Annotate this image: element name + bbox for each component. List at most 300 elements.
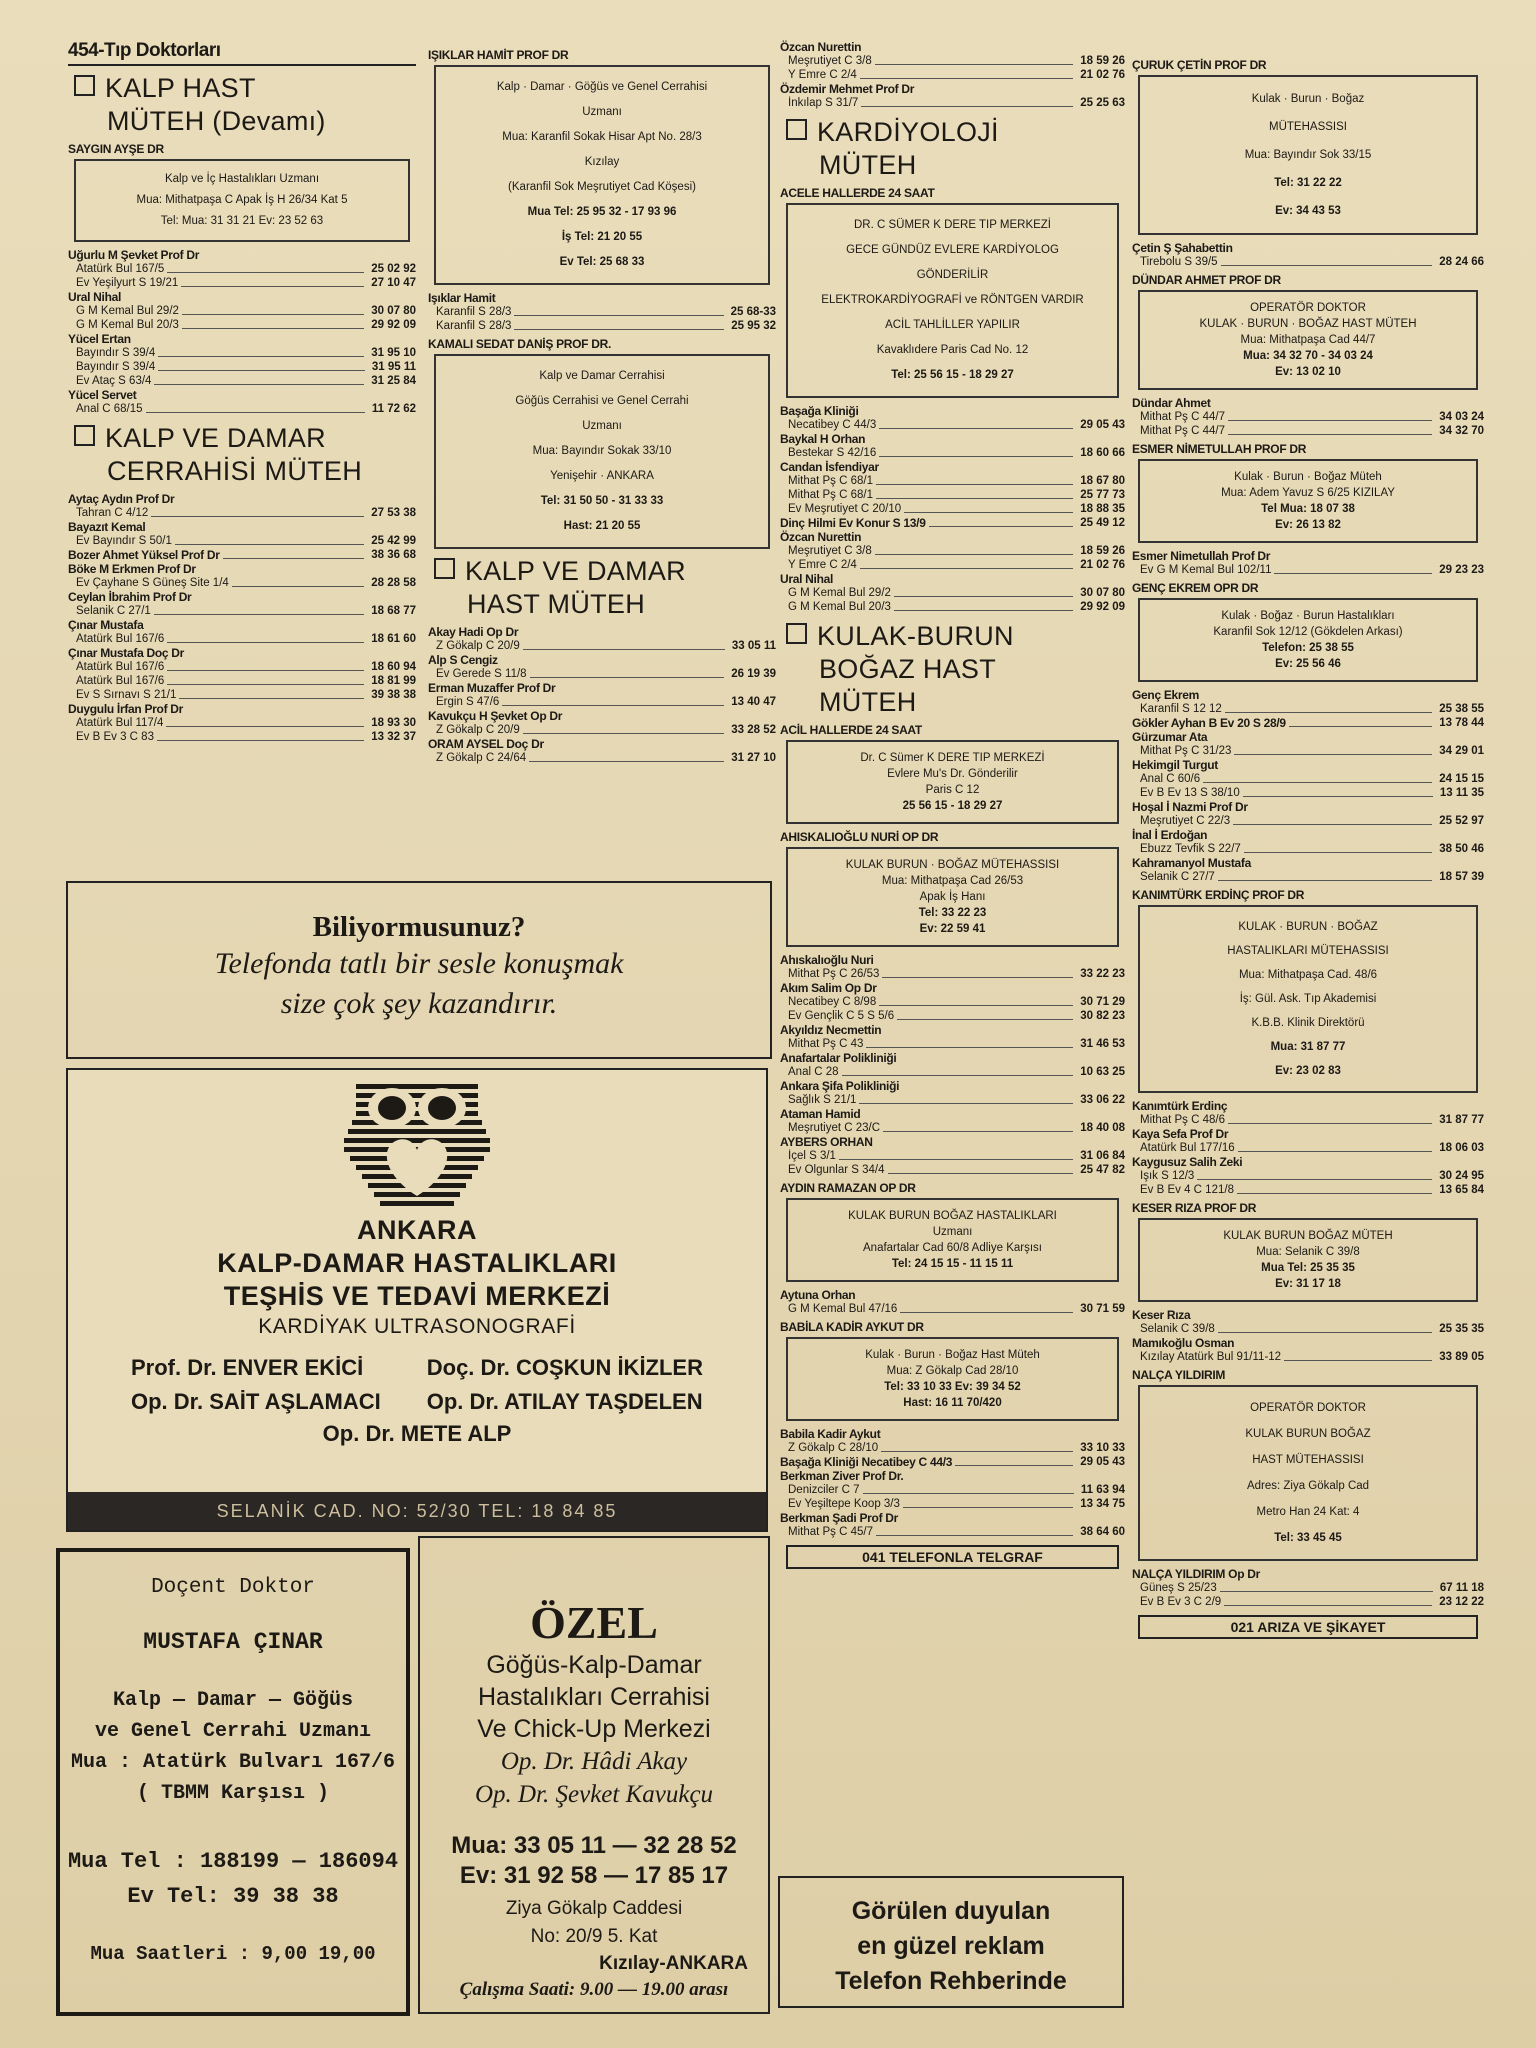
listing-name: Özcan Nurettin — [780, 530, 862, 544]
ad-box-line: Mua: Bayındır Sokak 33/10 — [532, 445, 672, 457]
phone-number: 18 68 77 — [371, 605, 416, 617]
ad-box-line: Mua: 34 32 70 - 34 03 24 — [1243, 350, 1373, 362]
leader-line — [861, 106, 1073, 107]
ad-box-line: Yenişehir · ANKARA — [550, 470, 654, 482]
address-text: Ev G M Kemal Bul 102/11 — [1140, 564, 1272, 576]
listing-name: Akyıldız Necmettin — [780, 1023, 882, 1037]
listing-name: Erman Muzaffer Prof Dr — [428, 681, 556, 695]
ad-line: Ve Chick-Up Merkezi — [477, 1715, 711, 1743]
ad-box-line: ELEKTROKARDİYOGRAFİ ve RÖNTGEN VARDIR — [821, 294, 1084, 306]
listing-address — [780, 96, 1125, 110]
ad-box-line: Göğüs Cerrahisi ve Genel Cerrahi — [515, 395, 689, 407]
phone-number: 24 15 15 — [1439, 773, 1484, 785]
listing-address — [1132, 1113, 1484, 1127]
listing-address — [780, 1302, 1125, 1316]
telegraph-bar: 041 TELEFONLA TELGRAF — [786, 1545, 1119, 1569]
listing-name: Berkman Şadi Prof Dr — [780, 1511, 899, 1525]
checkbox-icon — [786, 119, 807, 140]
listing-address — [780, 600, 1125, 614]
leader-line — [523, 649, 725, 650]
leader-line — [881, 1451, 1073, 1452]
phone-number: 34 29 01 — [1439, 745, 1484, 757]
ad-line: Görülen duyulan — [851, 1897, 1051, 1925]
listing-name-text: Bozer Ahmet Yüksel Prof Dr — [68, 548, 220, 562]
leader-line — [1233, 824, 1432, 825]
ad-line: Mua : Atatürk Bulvarı 167/6 — [70, 1751, 396, 1774]
listing-name — [780, 1455, 1125, 1469]
listing-name: NALÇA YILDIRIM Op Dr — [1132, 1567, 1260, 1581]
phone-number: 25 77 73 — [1080, 489, 1125, 501]
listing-name: Keser Rıza — [1132, 1308, 1191, 1322]
listing-name: Çınar Mustafa Doç Dr — [68, 646, 185, 660]
ad-heading: ÇURUK ÇETİN PROF DR — [1132, 58, 1267, 72]
listing-name: Özdemir Mehmet Prof Dr — [780, 82, 915, 96]
phone-number: 18 57 39 — [1439, 871, 1484, 883]
listing-address — [1132, 1350, 1484, 1364]
section-title: BOĞAZ HAST — [819, 654, 997, 684]
phone-number: 18 40 08 — [1080, 1122, 1125, 1134]
phone-number: 28 24 66 — [1439, 256, 1484, 268]
phone-number: 18 59 26 — [1080, 55, 1125, 67]
phone-number: 29 92 09 — [371, 319, 416, 331]
doctor-name: Op. Dr. SAİT AŞLAMACI — [131, 1389, 381, 1414]
listing-ad-box — [74, 159, 410, 242]
listing-name: Kahramanyol Mustafa — [1132, 856, 1251, 870]
listing-name: Ataman Hamid — [780, 1107, 861, 1121]
ad-footer-address: SELANİK CAD. NO: 52/30 TEL: 18 84 85 — [68, 1492, 766, 1530]
leader-line — [175, 544, 364, 545]
listing-address — [780, 558, 1125, 572]
listing-address — [780, 418, 1125, 432]
checkbox-icon — [74, 75, 95, 96]
address-text: Tirebolu S 39/5 — [1140, 256, 1218, 268]
ad-box-line: Ev: 23 02 83 — [1275, 1065, 1341, 1077]
leader-line — [157, 740, 364, 741]
listing-block — [1132, 1567, 1484, 1609]
address-text: Atatürk Bul 167/5 — [76, 263, 165, 275]
listing-name: Alp S Cengiz — [428, 653, 498, 667]
listing-name: Yücel Servet — [68, 388, 137, 402]
phone-number: 29 92 09 — [1080, 601, 1125, 613]
leader-line — [955, 1465, 1073, 1466]
listing-name: Ural Nihal — [68, 290, 122, 304]
listing-address — [428, 667, 776, 681]
doctor-name: Op. Dr. METE ALP — [322, 1421, 512, 1446]
ad-box-line: HASTALIKLARI MÜTEHASSISI — [1227, 945, 1389, 957]
listing-name — [68, 548, 416, 562]
ad-box-line: Kalp · Damar · Göğüs ve Genel Cerrahisi — [496, 81, 708, 93]
leader-line — [866, 1047, 1073, 1048]
ad-line: ve Genel Cerrahi Uzmanı — [94, 1720, 372, 1743]
leader-line — [154, 384, 364, 385]
phone-number: 33 10 33 — [1080, 1442, 1125, 1454]
listing-address — [68, 534, 416, 548]
ad-address: Ziya Gökalp Caddesi — [505, 1898, 683, 1919]
listing-address — [780, 502, 1125, 516]
ad-hours: Çalışma Saati: 9.00 — 19.00 arası — [459, 1979, 729, 2000]
section-title: KALP VE DAMAR — [465, 556, 686, 586]
address-text: Mithat Pş C 68/1 — [788, 489, 874, 501]
ad-box-line: KULAK · BURUN · BOĞAZ — [1238, 921, 1378, 933]
address-text: Denizciler C 7 — [788, 1484, 860, 1496]
column-3 — [780, 40, 1125, 1569]
phone-number: 18 67 80 — [1080, 475, 1125, 487]
leader-line — [1203, 782, 1432, 783]
listing-name-text: Başağa Kliniği Necatibey C 44/3 — [780, 1455, 953, 1469]
address-text: Mithat Pş C 45/7 — [788, 1526, 874, 1538]
doctor-name: Doç. Dr. COŞKUN İKİZLER — [426, 1355, 703, 1380]
listing-ad-box — [1138, 290, 1478, 390]
leader-line — [1234, 754, 1432, 755]
leader-line — [502, 705, 724, 706]
ad-box-line: Ev: 25 56 46 — [1275, 658, 1341, 670]
listing-address — [780, 995, 1125, 1009]
ad-title: Biliyormusunuz? — [312, 911, 526, 943]
address-text: Necatibey C 44/3 — [788, 419, 877, 431]
doctor-name: Op. Dr. Hâdi Akay — [500, 1748, 688, 1775]
phone-number: 25 25 63 — [1080, 97, 1125, 109]
listing-name: Baykal H Orhan — [780, 432, 866, 446]
listing-address — [428, 305, 776, 319]
phone-number: 25 95 32 — [731, 320, 776, 332]
leader-line — [875, 554, 1074, 555]
phone-number: 34 32 70 — [1439, 425, 1484, 437]
listing-block — [780, 1427, 1125, 1539]
listing-address — [68, 716, 416, 730]
phone-number: 21 02 76 — [1080, 69, 1125, 81]
address-text: Ev Meşrutiyet C 20/10 — [788, 503, 902, 515]
ad-heading: ESMER NİMETULLAH PROF DR — [1132, 442, 1307, 456]
leader-line — [514, 329, 724, 330]
leader-line — [1243, 796, 1433, 797]
ad-box-line: (Karanfil Sok Meşrutiyet Cad Köşesi) — [508, 181, 696, 193]
ad-name: MUSTAFA ÇINAR — [143, 1629, 323, 1655]
listing-name: Ankara Şifa Polikliniği — [780, 1079, 900, 1093]
ad-heading: SAYGIN AYŞE DR — [68, 142, 164, 156]
listing-ad-box — [786, 1198, 1119, 1282]
listing-address — [1132, 1183, 1484, 1197]
address-text: Mithat Pş C 44/7 — [1140, 425, 1226, 437]
address-text: Meşrutiyet C 3/8 — [788, 55, 872, 67]
listing-address — [1132, 814, 1484, 828]
leader-line — [876, 498, 1073, 499]
listing-name: Anafartalar Polikliniği — [780, 1051, 897, 1065]
phone-number: 27 10 47 — [371, 277, 416, 289]
ad-heading: NALÇA YILDIRIM — [1132, 1368, 1226, 1382]
ad-line: size çok şey kazandırır. — [280, 987, 558, 1020]
listing-address — [780, 446, 1125, 460]
address-text: Anal C 60/6 — [1140, 773, 1201, 785]
phone-number: 29 23 23 — [1439, 564, 1484, 576]
ad-box-line: KULAK BURUN BOĞAZ — [1245, 1428, 1371, 1440]
leader-line — [839, 1159, 1073, 1160]
ad-box-line: Hast: 16 11 70/420 — [903, 1397, 1002, 1409]
listing-block — [1132, 688, 1484, 884]
listing-name: Böke M Erkmen Prof Dr — [68, 562, 196, 576]
ad-box-line: Karanfil Sok 12/12 (Gökdelen Arkası) — [1213, 626, 1403, 638]
ad-heading: AYDIN RAMAZAN OP DR — [780, 1181, 916, 1195]
section-title: KARDİYOLOJİ — [817, 117, 999, 147]
phone-number: 13 11 35 — [1439, 787, 1484, 799]
leader-line — [1220, 1591, 1433, 1592]
listing-name: Aytaç Aydın Prof Dr — [68, 492, 175, 506]
phone-number: 38 64 60 — [1080, 1526, 1125, 1538]
listing-block — [780, 40, 1125, 110]
address-text: Karanfil S 12 12 — [1140, 703, 1222, 715]
listing-name: Akay Hadi Op Dr — [428, 625, 519, 639]
section-title: HAST MÜTEH — [467, 589, 646, 619]
address-text: Bayındır S 39/4 — [76, 347, 156, 359]
phone-number: 18 59 26 — [1080, 545, 1125, 557]
listing-block — [68, 248, 416, 416]
ad-box-line: OPERATÖR DOKTOR — [1250, 302, 1366, 314]
ad-box-line: Anafartalar Cad 60/8 Adliye Karşısı — [863, 1242, 1042, 1254]
listing-address — [68, 318, 416, 332]
address-text: Karanfil S 28/3 — [436, 306, 512, 318]
phone-number: 18 60 66 — [1080, 447, 1125, 459]
listing-address — [780, 68, 1125, 82]
ad-box-line: Tel: Mua: 31 31 21 Ev: 23 52 63 — [160, 215, 324, 227]
phone-number: 34 03 24 — [1439, 411, 1484, 423]
listing-ad-box — [1138, 905, 1478, 1093]
ad-box-line: Kızılay — [584, 156, 620, 168]
section-title: CERRAHİSİ MÜTEH — [107, 456, 363, 486]
ad-box-line: Uzmanı — [582, 420, 622, 432]
listing-address — [780, 1149, 1125, 1163]
leader-line — [1218, 880, 1432, 881]
listing-block — [1132, 1308, 1484, 1364]
address-text: Necatibey C 8/98 — [788, 996, 877, 1008]
ad-box-line: Mua: Z Gökalp Cad 28/10 — [886, 1365, 1019, 1377]
listing-name: Duygulu İrfan Prof Dr — [68, 702, 184, 716]
leader-line — [904, 512, 1073, 513]
leader-line — [158, 356, 364, 357]
phone-number: 18 60 94 — [371, 661, 416, 673]
leader-line — [894, 596, 1073, 597]
phone-number: 10 63 25 — [1080, 1066, 1125, 1078]
ad-phone: Ev Tel: 39 38 38 — [127, 1884, 339, 1909]
listing-name: Berkman Ziver Prof Dr. — [780, 1469, 904, 1483]
phone-number: 27 53 38 — [371, 507, 416, 519]
phone-number: 18 81 99 — [371, 675, 416, 687]
address-text: Mithat Pş C 26/53 — [788, 968, 880, 980]
did-you-know-ad — [66, 881, 772, 1059]
listing-name: Kaya Sefa Prof Dr — [1132, 1127, 1229, 1141]
ad-box-line: Kulak · Burun · Boğaz Müteh — [1234, 471, 1382, 483]
ad-box-line: Mua: Selanik C 39/8 — [1256, 1246, 1360, 1258]
doctor-name: Op. Dr. Şevket Kavukçu — [474, 1781, 714, 1808]
address-text: Z Gökalp C 20/9 — [436, 640, 520, 652]
ad-box-line: Metro Han 24 Kat: 4 — [1256, 1506, 1360, 1518]
ad-box-line: Uzmanı — [582, 106, 622, 118]
ad-box-line: Tel: 31 22 22 — [1274, 177, 1342, 189]
leader-line — [167, 670, 364, 671]
leader-line — [146, 412, 365, 413]
listing-name: Genç Ekrem — [1132, 688, 1200, 702]
leader-line — [1228, 1123, 1432, 1124]
listing-address — [780, 967, 1125, 981]
leader-line — [1274, 573, 1432, 574]
leader-line — [875, 64, 1074, 65]
listing-name: Ahıskalıoğlu Nuri — [780, 953, 874, 967]
ad-box-line: ACİL TAHLİLLER YAPILIR — [885, 319, 1020, 331]
ad-box-line: Kulak · Burun · Boğaz Hast Müteh — [865, 1349, 1040, 1361]
listing-name: Ceylan İbrahim Prof Dr — [68, 590, 192, 604]
section-title: KALP HAST — [105, 73, 256, 103]
address-text: Ev S Sırnavı S 21/1 — [76, 689, 177, 701]
phone-number: 25 38 55 — [1439, 703, 1484, 715]
ad-body — [68, 1070, 766, 1492]
listing-address — [1132, 744, 1484, 758]
ad-address: No: 20/9 5. Kat — [530, 1926, 658, 1947]
listing-address — [428, 723, 776, 737]
phone-number: 25 02 92 — [371, 263, 416, 275]
section-title: MÜTEH — [819, 687, 917, 717]
phone-number: 11 72 62 — [371, 403, 416, 415]
leader-line — [154, 614, 364, 615]
checkbox-icon — [74, 425, 95, 446]
section-title: KULAK-BURUN — [817, 621, 1014, 651]
phone-number: 25 49 12 — [1080, 517, 1125, 529]
ad-box-line: Mua: Adem Yavuz S 6/25 KIZILAY — [1221, 487, 1395, 499]
listing-name: Ural Nihal — [780, 572, 834, 586]
listing-name: Çınar Mustafa — [68, 618, 144, 632]
ad-box-line: MÜTEHASSISI — [1269, 121, 1347, 133]
listing-address — [428, 751, 776, 765]
phone-number: 13 32 37 — [371, 731, 416, 743]
doctor-name: Prof. Dr. ENVER EKİCİ — [131, 1355, 364, 1380]
leader-line — [166, 726, 364, 727]
leader-line — [223, 558, 365, 559]
address-text: Mithat Pş C 43 — [788, 1038, 864, 1050]
listing-address — [68, 576, 416, 590]
listing-name: Mamıkoğlu Osman — [1132, 1336, 1235, 1350]
ozel-surgery-ad — [418, 1536, 770, 2014]
listing-address — [780, 1037, 1125, 1051]
leader-line — [182, 314, 364, 315]
leader-line — [863, 1493, 1074, 1494]
ad-box-line: 25 56 15 - 18 29 27 — [902, 800, 1003, 812]
ad-box-line: Ev: 13 02 10 — [1275, 366, 1341, 378]
phone-number: 25 52 97 — [1439, 815, 1484, 827]
listing-address — [780, 1121, 1125, 1135]
listing-name: Gürzumar Ata — [1132, 730, 1208, 744]
ad-box-line: İş: Gül. Ask. Tıp Akademisi — [1239, 993, 1377, 1005]
listing-address — [68, 374, 416, 388]
ad-box-line: Adres: Ziya Gökalp Cad — [1246, 1480, 1370, 1492]
listing-address — [68, 346, 416, 360]
ad-line: Doçent Doktor — [151, 1576, 315, 1599]
listing-address — [780, 1093, 1125, 1107]
address-text: Z Gökalp C 20/9 — [436, 724, 520, 736]
phone-number: 29 05 43 — [1080, 1456, 1125, 1468]
address-text: Ev B Ev 3 C 83 — [76, 731, 154, 743]
ad-title: ÖZEL — [530, 1597, 658, 1648]
listing-name: Esmer Nimetullah Prof Dr — [1132, 549, 1271, 563]
listing-address — [780, 1163, 1125, 1177]
phone-number: 30 24 95 — [1439, 1170, 1484, 1182]
address-text: Ev Bayındır S 50/1 — [76, 535, 172, 547]
phone-number: 29 05 43 — [1080, 419, 1125, 431]
listing-address — [780, 488, 1125, 502]
address-text: Atatürk Bul 167/6 — [76, 661, 165, 673]
listing-address — [1132, 1169, 1484, 1183]
ad-box-line: K.B.B. Klinik Direktörü — [1251, 1017, 1365, 1029]
address-text: G M Kemal Bul 20/3 — [76, 319, 179, 331]
ad-box-line: KULAK BURUN BOĞAZ MÜTEH — [1223, 1230, 1393, 1242]
address-text: Ev Yeşilyurt S 19/21 — [76, 277, 179, 289]
address-text: Tahran C 4/12 — [76, 507, 149, 519]
phone-number: 38 36 68 — [371, 549, 416, 561]
listing-ad-box — [1138, 459, 1478, 543]
listing-address — [1132, 410, 1484, 424]
phone-number: 31 06 84 — [1080, 1150, 1125, 1162]
leader-line — [514, 315, 723, 316]
ad-line: Telefonda tatlı bir sesle konuşmak — [214, 947, 624, 980]
leader-line — [232, 586, 364, 587]
phone-number: 31 87 77 — [1439, 1114, 1484, 1126]
phone-number: 25 35 35 — [1439, 1323, 1484, 1335]
listing-name: Babila Kadir Aykut — [780, 1427, 881, 1441]
listing-address — [1132, 563, 1484, 577]
address-text: Mithat Pş C 48/6 — [1140, 1114, 1226, 1126]
ad-box-line: Dr. C Sümer K DERE TIP MERKEZİ — [860, 752, 1045, 764]
listing-address — [1132, 702, 1484, 716]
listing-address — [68, 360, 416, 374]
listing-address — [68, 276, 416, 290]
address-text: Meşrutiyet C 3/8 — [788, 545, 872, 557]
phone-number: 67 11 18 — [1439, 1582, 1484, 1594]
ad-box-line: Mua: Mithatpaşa C Apak İş H 26/34 Kat 5 — [136, 194, 348, 206]
ad-phone: Mua Tel : 188199 — 186094 — [67, 1849, 399, 1874]
listing-address — [68, 604, 416, 618]
ad-box-line: Ev: 26 13 82 — [1275, 519, 1341, 531]
ad-box-line: Telefon: 25 38 55 — [1262, 642, 1354, 654]
listing-block — [1132, 396, 1484, 438]
listing-address — [1132, 786, 1484, 800]
phone-number: 31 95 10 — [371, 347, 416, 359]
section-heading — [434, 555, 776, 621]
ad-box-line: Tel: 33 10 33 Ev: 39 34 52 — [884, 1381, 1021, 1393]
ad-box-line: Kavaklıdere Paris Cad No. 12 — [876, 344, 1029, 356]
ad-box-line: Evlere Mu's Dr. Gönderilir — [887, 768, 1018, 780]
listing-ad-box — [786, 203, 1119, 398]
address-text: G M Kemal Bul 29/2 — [76, 305, 179, 317]
listing-ad-box — [1138, 1218, 1478, 1302]
leader-line — [151, 516, 364, 517]
ad-box-line: HAST MÜTEHASSISI — [1252, 1454, 1364, 1466]
listing-address — [780, 544, 1125, 558]
section-title: MÜTEH — [819, 150, 917, 180]
listing-ad-box — [786, 1337, 1119, 1421]
ad-line: Telefon Rehberinde — [835, 1967, 1067, 1995]
ad-heading: KESER RIZA PROF DR — [1132, 1201, 1257, 1215]
listing-block — [428, 291, 776, 333]
phone-number: 33 05 11 — [731, 640, 776, 652]
address-text: Ev Olgunlar S 34/4 — [788, 1164, 885, 1176]
leader-line — [1237, 1193, 1432, 1194]
listing-block — [1132, 241, 1484, 269]
leader-line — [897, 1019, 1073, 1020]
leader-line — [860, 78, 1073, 79]
phone-number: 13 65 84 — [1439, 1184, 1484, 1196]
listing-name-text: Gökler Ayhan B Ev 20 S 28/9 — [1132, 716, 1286, 730]
leader-line — [167, 684, 364, 685]
address-text: Z Gökalp C 28/10 — [788, 1442, 879, 1454]
leader-line — [529, 761, 724, 762]
listing-address — [68, 506, 416, 520]
leader-line — [1224, 1605, 1432, 1606]
